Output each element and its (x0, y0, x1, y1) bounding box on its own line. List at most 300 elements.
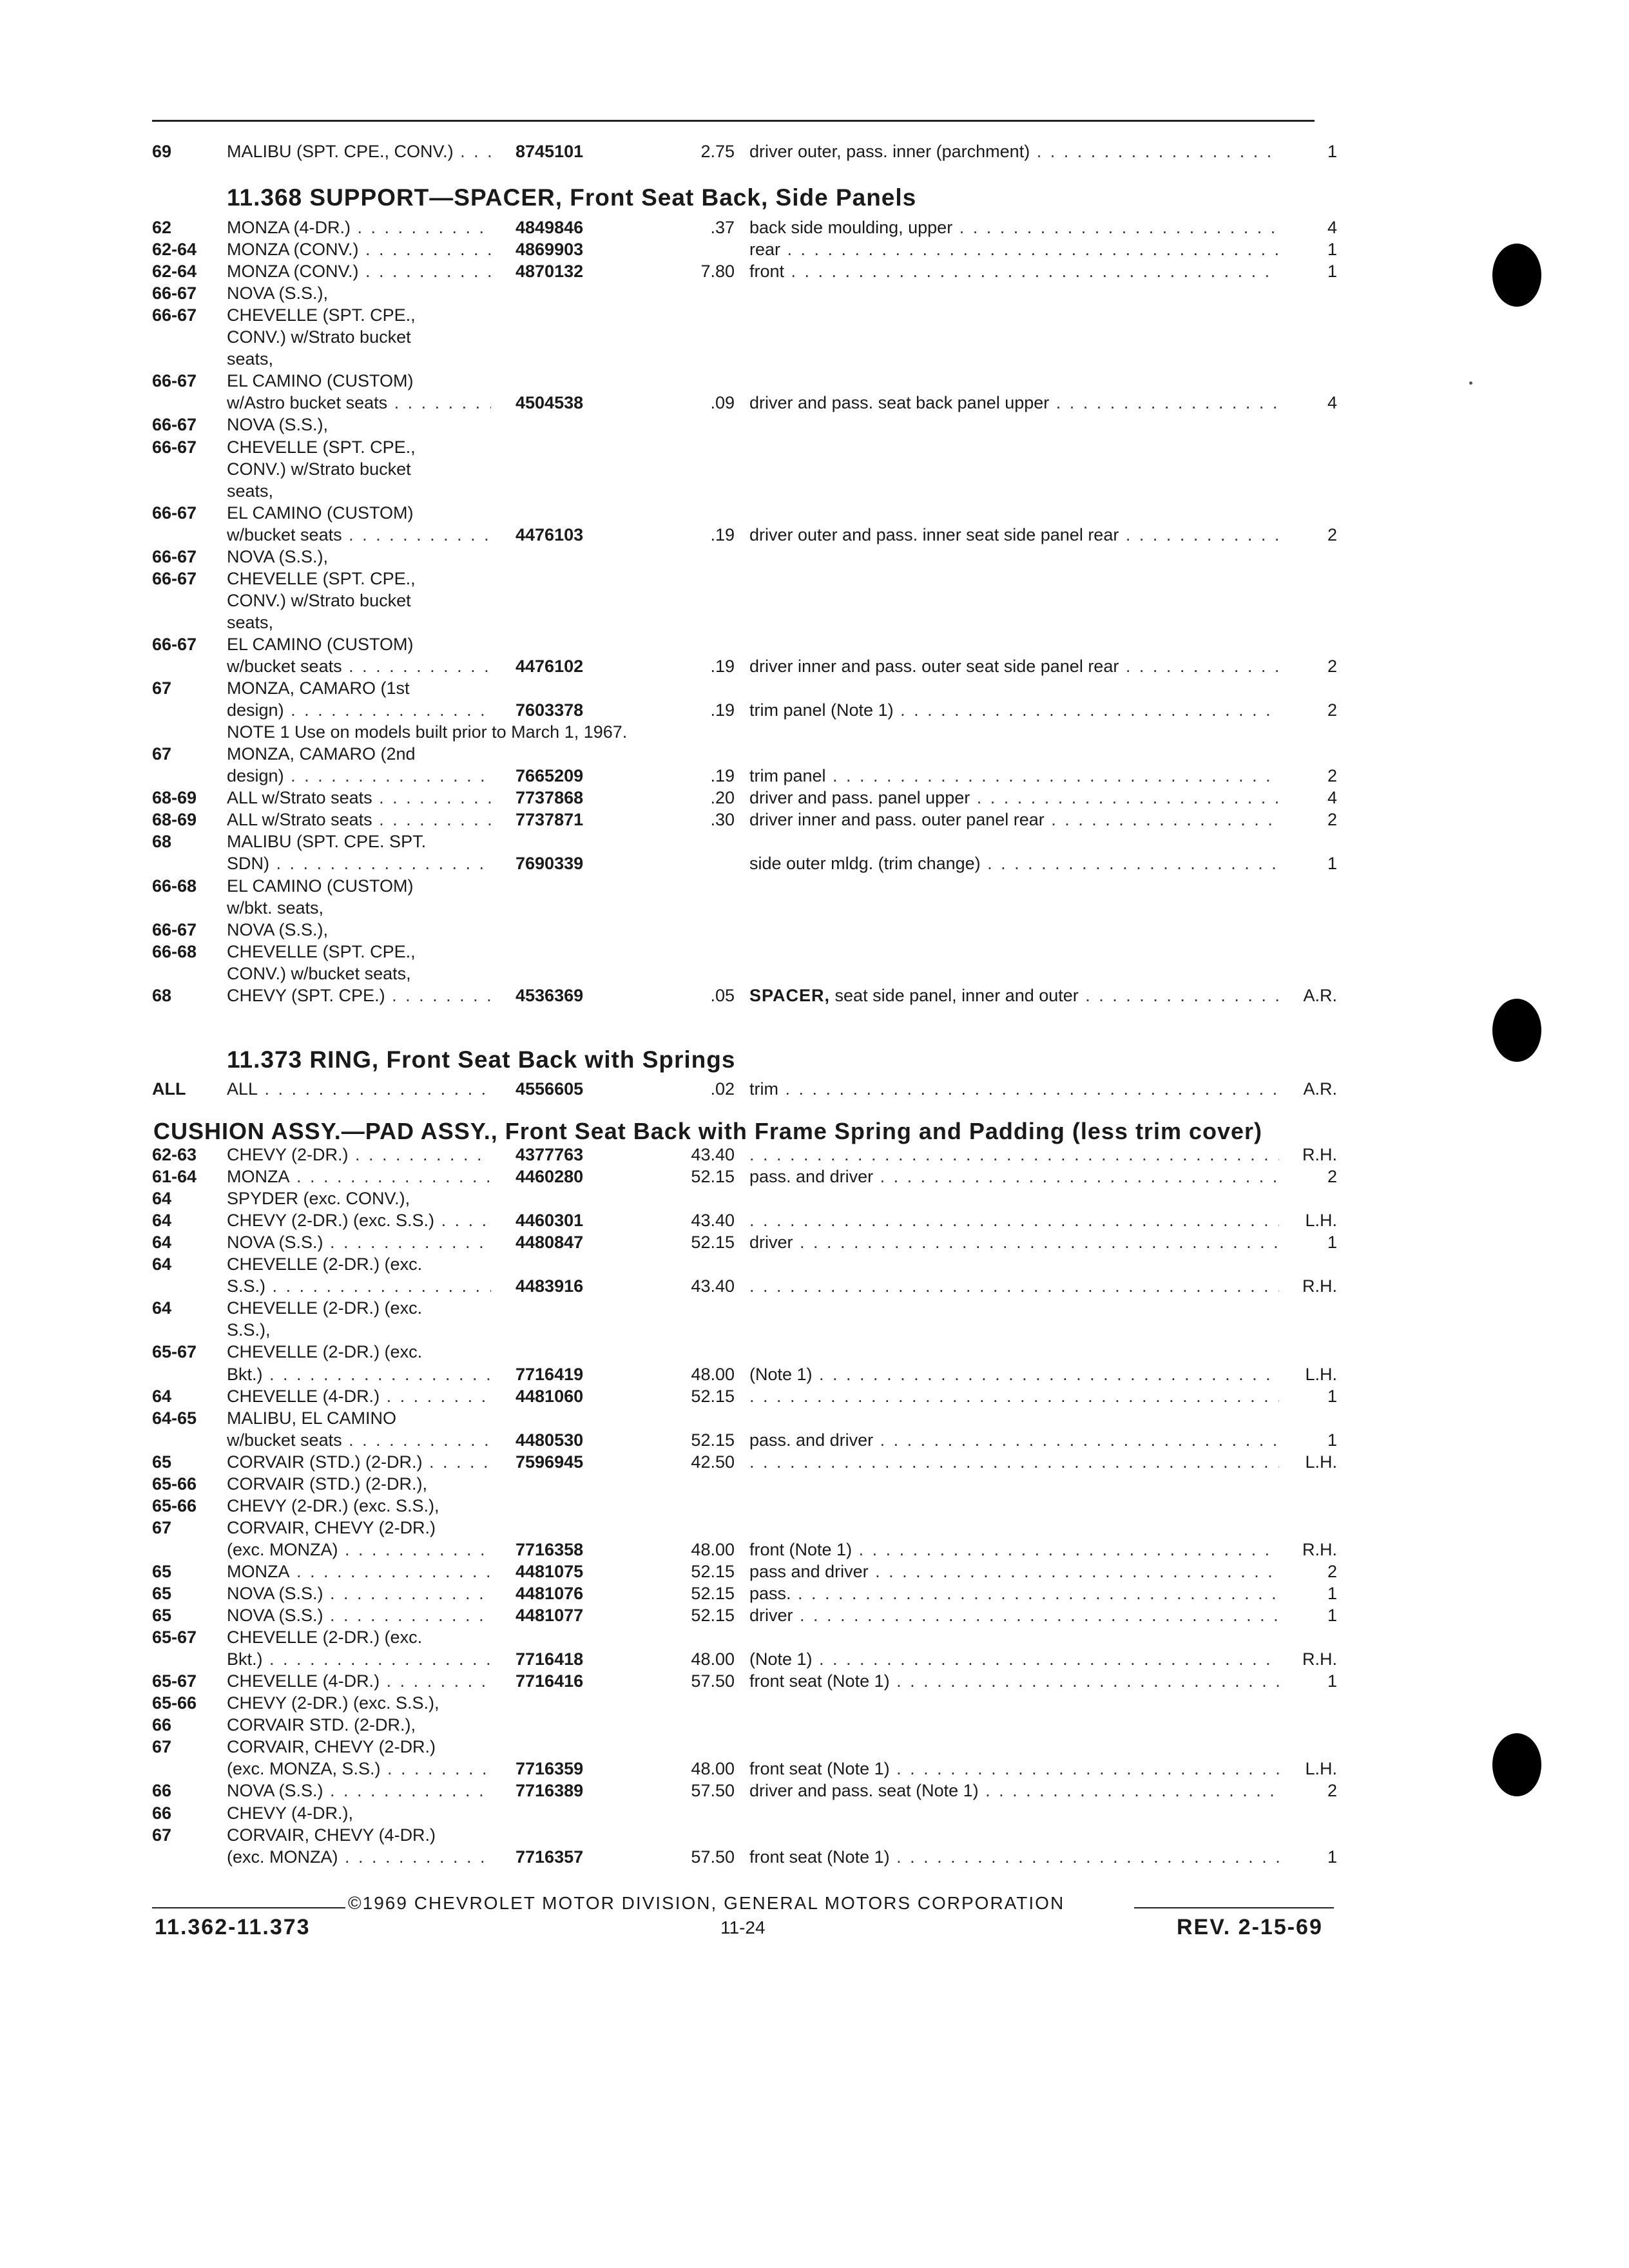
price-cell: 52.15 (691, 1584, 735, 1603)
year-cell: 65-66 (152, 1474, 197, 1494)
table-row (0, 568, 1629, 590)
binder-hole-middle (1492, 999, 1541, 1062)
part-number-cell: 4480530 (516, 1430, 584, 1450)
description-cell (749, 1648, 1279, 1670)
part-number-cell: 4869903 (516, 240, 584, 259)
model-cell: EL CAMINO (CUSTOM) (227, 876, 414, 896)
table-row (0, 1670, 1629, 1692)
model-cell: MALIBU, EL CAMINO (227, 1408, 397, 1428)
table-row (0, 524, 1629, 546)
quantity-cell: R.H. (1302, 1649, 1337, 1669)
year-cell: 67 (152, 678, 172, 698)
description-cell (749, 140, 1279, 162)
table-row (0, 1253, 1629, 1275)
model-cell: NOVA (S.S.), (227, 284, 329, 303)
quantity-cell: 2 (1327, 525, 1337, 544)
model-cell: CONV.) w/Strato bucket (227, 327, 411, 347)
table-row (0, 1780, 1629, 1802)
model-cell: CHEVELLE (4-DR.) . . . (227, 1385, 491, 1407)
price-cell: 57.50 (691, 1781, 735, 1800)
table-row (0, 852, 1629, 874)
model-cell: MONZA (CONV.) . . . (227, 260, 491, 282)
price-cell: 52.15 (691, 1606, 735, 1625)
model-cell: MONZA, CAMARO (2nd (227, 744, 416, 764)
model-cell: CHEVY (2-DR.) (exc. S.S.) . . . (227, 1209, 491, 1231)
description-text: driver outer, pass. inner (parchment) (749, 142, 1030, 161)
year-cell: 66-67 (152, 635, 197, 654)
model-cell: w/Astro bucket seats . . . (227, 392, 491, 414)
year-cell: 68 (152, 986, 172, 1005)
description-text: trim panel (749, 766, 826, 785)
model-cell: CORVAIR (STD.) (2-DR.), (227, 1474, 428, 1494)
table-row (0, 1385, 1629, 1407)
part-number-cell: 7690339 (516, 854, 584, 873)
quantity-cell: 2 (1327, 766, 1337, 785)
quantity-cell: 2 (1327, 657, 1337, 676)
table-row (0, 1407, 1629, 1429)
table-row (0, 1604, 1629, 1626)
description-cell (749, 524, 1279, 546)
model-cell: EL CAMINO (CUSTOM) (227, 503, 414, 523)
description-text: front seat (Note 1) (749, 1671, 890, 1691)
part-number-cell: 4483916 (516, 1276, 584, 1296)
model-cell: NOVA (S.S.) . . . (227, 1780, 491, 1802)
table-row (0, 480, 1629, 502)
price-cell: .19 (710, 657, 735, 676)
part-number-cell: 7716389 (516, 1781, 584, 1800)
year-cell: 65 (152, 1584, 172, 1603)
part-number-cell: 7716357 (516, 1847, 584, 1867)
part-number-cell: 7737868 (516, 788, 584, 807)
table-row (0, 1824, 1629, 1846)
model-cell: SPYDER (exc. CONV.), (227, 1189, 410, 1208)
note-row (0, 721, 1629, 743)
table-row (0, 140, 1629, 162)
year-cell: 68-69 (152, 788, 197, 807)
year-cell: 62 (152, 218, 172, 237)
description-cell (749, 1582, 1279, 1604)
description-cell (749, 1561, 1279, 1582)
model-cell: (exc. MONZA) . . . (227, 1846, 491, 1868)
part-number-cell: 4849846 (516, 218, 584, 237)
description-cell (749, 216, 1279, 238)
table-row (0, 655, 1629, 677)
part-number-cell: 4504538 (516, 393, 584, 412)
year-cell: 66-68 (152, 942, 197, 961)
description-text: front seat (Note 1) (749, 1847, 890, 1867)
description-cell (749, 1275, 1279, 1297)
description-cell (749, 260, 1279, 282)
model-cell: MALIBU (SPT. CPE., CONV.) . . . (227, 140, 491, 162)
part-number-cell: 7737871 (516, 810, 584, 829)
table-row (0, 1626, 1629, 1648)
description-text: trim (749, 1079, 778, 1099)
table-row (0, 1187, 1629, 1209)
model-cell: CHEVELLE (2-DR.) (exc. (227, 1298, 423, 1318)
section-heading-support: 11.368 SUPPORT—SPACER, Front Seat Back, Side Panels (227, 184, 917, 211)
copyright-notice: ©1969 CHEVROLET MOTOR DIVISION, GENERAL MOTORS CORPORATION (348, 1893, 1065, 1913)
description-cell (749, 765, 1279, 787)
description-cell (749, 1231, 1279, 1253)
year-cell: 65-67 (152, 1628, 197, 1647)
model-cell: design) . . . (227, 699, 491, 721)
year-cell: 61-64 (152, 1167, 197, 1186)
description-text: front (Note 1) (749, 1540, 853, 1559)
quantity-cell: L.H. (1305, 1452, 1337, 1472)
section-heading-cushion: CUSHION ASSY.—PAD ASSY., Front Seat Back with Frame Spring and Padding (less trim cover) (153, 1118, 1263, 1144)
price-cell: 48.00 (691, 1365, 735, 1384)
part-number-cell: 4476103 (516, 525, 584, 544)
part-number-cell: 4476102 (516, 657, 584, 676)
description-cell (749, 1209, 1279, 1231)
model-cell: S.S.), (227, 1320, 271, 1340)
description-text: driver and pass. seat back panel upper (749, 393, 1050, 412)
model-cell: (exc. MONZA, S.S.) . . . (227, 1758, 491, 1780)
description-text: (Note 1) (749, 1649, 813, 1669)
quantity-cell: R.H. (1302, 1276, 1337, 1296)
description-cell (749, 392, 1279, 414)
quantity-cell: 1 (1327, 1387, 1337, 1406)
description-text: side outer mldg. (trim change) (749, 854, 981, 873)
quantity-cell: 2 (1327, 1562, 1337, 1581)
price-cell: .19 (710, 525, 735, 544)
quantity-cell: 1 (1327, 1671, 1337, 1691)
description-cell (749, 1078, 1279, 1100)
year-cell: 65 (152, 1562, 172, 1581)
table-row (0, 831, 1629, 852)
description-text: driver inner and pass. outer panel rear (749, 810, 1045, 829)
model-cell: CORVAIR (STD.) (2-DR.) . . . (227, 1451, 491, 1473)
model-cell: ALL w/Strato seats . . . (227, 787, 491, 809)
part-number-cell: 4480847 (516, 1233, 584, 1252)
model-cell: CHEVELLE (SPT. CPE., (227, 305, 416, 325)
description-cell (749, 699, 1279, 721)
year-cell: 62-64 (152, 262, 197, 281)
year-cell: 65-66 (152, 1693, 197, 1713)
quantity-cell: 1 (1327, 142, 1337, 161)
price-cell: .19 (710, 700, 735, 720)
price-cell: 43.40 (691, 1145, 735, 1164)
year-cell: 66-67 (152, 547, 197, 566)
quantity-cell: L.H. (1305, 1211, 1337, 1230)
table-row (0, 941, 1629, 963)
year-cell: 67 (152, 1737, 172, 1756)
description-cell (749, 1363, 1279, 1385)
model-cell: CHEVELLE (4-DR.) . . . (227, 1670, 491, 1692)
description-cell (749, 1166, 1279, 1187)
table-row (0, 1758, 1629, 1780)
table-row (0, 1078, 1629, 1100)
description-text: driver (749, 1606, 793, 1625)
year-cell: 66-67 (152, 437, 197, 457)
model-cell: seats, (227, 349, 274, 369)
table-row (0, 1561, 1629, 1582)
note-text: NOTE 1 Use on models built prior to March 1, 1967. (227, 722, 628, 742)
description-text: driver (749, 1233, 793, 1252)
description-text: seat side panel, inner and outer (830, 986, 1079, 1005)
description-text: pass. and driver (749, 1430, 874, 1450)
price-cell: .37 (710, 218, 735, 237)
quantity-cell: 2 (1327, 1781, 1337, 1800)
year-cell: 66-67 (152, 920, 197, 939)
price-cell: .02 (710, 1079, 735, 1099)
description-text: back side moulding, upper (749, 218, 953, 237)
model-cell: MONZA, CAMARO (1st (227, 678, 410, 698)
price-cell: 43.40 (691, 1276, 735, 1296)
part-number-cell: 7716418 (516, 1649, 584, 1669)
model-cell: w/bucket seats . . . (227, 655, 491, 677)
model-cell: ALL . . . (227, 1078, 491, 1100)
table-row (0, 414, 1629, 436)
description-cell (749, 1780, 1279, 1802)
description-cell (749, 1758, 1279, 1780)
quantity-cell: 1 (1327, 1233, 1337, 1252)
table-row (0, 1736, 1629, 1758)
year-cell: 69 (152, 142, 172, 161)
model-cell: CONV.) w/Strato bucket (227, 459, 411, 479)
model-cell: seats, (227, 613, 274, 632)
year-cell: 64-65 (152, 1408, 197, 1428)
description-cell (749, 655, 1279, 677)
quantity-cell: 2 (1327, 700, 1337, 720)
table-row (0, 765, 1629, 787)
year-cell: 67 (152, 744, 172, 764)
description-cell (749, 787, 1279, 809)
part-number-cell: 4460280 (516, 1167, 584, 1186)
year-cell: 64 (152, 1254, 172, 1274)
part-number-cell: 7716419 (516, 1365, 584, 1384)
footer-rule-left (152, 1907, 345, 1908)
table-row (0, 502, 1629, 524)
model-cell: CHEVY (2-DR.) . . . (227, 1144, 491, 1166)
description-text: driver inner and pass. outer seat side panel rear (749, 657, 1119, 676)
table-row (0, 1363, 1629, 1385)
description-text: pass. and driver (749, 1167, 874, 1186)
model-cell: S.S.) . . . (227, 1275, 491, 1297)
price-cell: 48.00 (691, 1759, 735, 1778)
year-cell: 64 (152, 1189, 172, 1208)
quantity-cell: 1 (1327, 1430, 1337, 1450)
description-text: driver and pass. panel upper (749, 788, 970, 807)
model-cell: CHEVELLE (2-DR.) (exc. (227, 1628, 423, 1647)
quantity-cell: 2 (1327, 1167, 1337, 1186)
price-cell: 52.15 (691, 1562, 735, 1581)
quantity-cell: 4 (1327, 393, 1337, 412)
quantity-cell: R.H. (1302, 1145, 1337, 1164)
model-cell: EL CAMINO (CUSTOM) (227, 635, 414, 654)
part-number-cell: 7716358 (516, 1540, 584, 1559)
price-cell: 2.75 (700, 142, 735, 161)
table-row (0, 216, 1629, 238)
quantity-cell: L.H. (1305, 1759, 1337, 1778)
model-cell: MONZA (CONV.) . . . (227, 238, 491, 260)
table-row (0, 370, 1629, 392)
price-cell: 57.50 (691, 1847, 735, 1867)
year-cell: 68 (152, 832, 172, 851)
quantity-cell: 4 (1327, 788, 1337, 807)
table-row (0, 743, 1629, 765)
table-row (0, 897, 1629, 919)
table-row (0, 1144, 1629, 1166)
year-cell: 66-67 (152, 569, 197, 588)
model-cell: w/bkt. seats, (227, 898, 324, 918)
price-cell: 57.50 (691, 1671, 735, 1691)
table-row (0, 260, 1629, 282)
table-row (0, 1495, 1629, 1517)
year-cell: 64 (152, 1298, 172, 1318)
binder-hole-top (1492, 244, 1541, 307)
model-cell: NOVA (S.S.), (227, 547, 329, 566)
model-cell: CORVAIR, CHEVY (4-DR.) (227, 1825, 436, 1845)
model-cell: CHEVELLE (SPT. CPE., (227, 569, 416, 588)
model-cell: seats, (227, 481, 274, 501)
table-row (0, 1648, 1629, 1670)
part-number-cell: 8745101 (516, 142, 584, 161)
quantity-cell: 4 (1327, 218, 1337, 237)
description-text: trim panel (Note 1) (749, 700, 894, 720)
description-cell (749, 1451, 1279, 1473)
description-text: (Note 1) (749, 1365, 813, 1384)
table-row (0, 1341, 1629, 1363)
section-range: 11.362-11.373 (155, 1915, 311, 1939)
table-row (0, 875, 1629, 897)
price-cell: .09 (710, 393, 735, 412)
part-number-cell: 4460301 (516, 1211, 584, 1230)
description-cell (749, 1846, 1279, 1868)
year-cell: 65-67 (152, 1342, 197, 1361)
model-cell: CORVAIR, CHEVY (2-DR.) (227, 1518, 436, 1537)
part-number-cell: 7603378 (516, 700, 584, 720)
description-keyword: SPACER, (749, 986, 831, 1005)
table-row (0, 677, 1629, 699)
table-row (0, 985, 1629, 1006)
table-row (0, 1473, 1629, 1495)
table-row (0, 590, 1629, 611)
quantity-cell: R.H. (1302, 1540, 1337, 1559)
model-cell: MALIBU (SPT. CPE. SPT. (227, 832, 427, 851)
description-text: rear (749, 240, 781, 259)
price-cell: .19 (710, 766, 735, 785)
model-cell: CHEVY (4-DR.), (227, 1803, 354, 1823)
part-number-cell: 4536369 (516, 986, 584, 1005)
year-cell: 62-64 (152, 240, 197, 259)
model-cell: SDN) . . . (227, 852, 491, 874)
quantity-cell: L.H. (1305, 1365, 1337, 1384)
model-cell: CHEVELLE (2-DR.) (exc. (227, 1342, 423, 1361)
description-cell (749, 985, 1279, 1006)
description-cell (749, 238, 1279, 260)
price-cell: 43.40 (691, 1211, 735, 1230)
year-cell: 65-66 (152, 1496, 197, 1515)
table-row (0, 1539, 1629, 1561)
part-number-cell: 4556605 (516, 1079, 584, 1099)
quantity-cell: 1 (1327, 1847, 1337, 1867)
table-row (0, 963, 1629, 985)
table-row (0, 1231, 1629, 1253)
table-row (0, 1517, 1629, 1539)
model-cell: CHEVELLE (SPT. CPE., (227, 942, 416, 961)
part-number-cell: 4481060 (516, 1387, 584, 1406)
price-cell: 52.15 (691, 1167, 735, 1186)
quantity-cell: 1 (1327, 1584, 1337, 1603)
description-cell (749, 1429, 1279, 1451)
price-cell: 7.80 (700, 262, 735, 281)
table-row (0, 787, 1629, 809)
quantity-cell: A.R. (1303, 1079, 1337, 1099)
description-cell (749, 1604, 1279, 1626)
table-row (0, 304, 1629, 326)
model-cell: CHEVY (2-DR.) (exc. S.S.), (227, 1496, 439, 1515)
model-cell: CHEVY (SPT. CPE.) . . . (227, 985, 491, 1006)
table-row (0, 633, 1629, 655)
model-cell: CHEVY (2-DR.) (exc. S.S.), (227, 1693, 439, 1713)
model-cell: w/bucket seats . . . (227, 1429, 491, 1451)
table-row (0, 611, 1629, 633)
table-row (0, 809, 1629, 831)
table-row (0, 1846, 1629, 1868)
part-number-cell: 4481076 (516, 1584, 584, 1603)
model-cell: Bkt.) . . . (227, 1363, 491, 1385)
table-row (0, 1166, 1629, 1187)
year-cell: 64 (152, 1387, 172, 1406)
model-cell: NOVA (S.S.) . . . (227, 1604, 491, 1626)
price-cell: 48.00 (691, 1649, 735, 1669)
year-cell: 66 (152, 1803, 172, 1823)
quantity-cell: 1 (1327, 240, 1337, 259)
price-cell: 48.00 (691, 1540, 735, 1559)
table-row (0, 282, 1629, 304)
table-row (0, 919, 1629, 941)
part-number-cell: 7665209 (516, 766, 584, 785)
table-row (0, 1692, 1629, 1714)
description-text: pass. (749, 1584, 791, 1603)
price-cell: 52.15 (691, 1387, 735, 1406)
table-row (0, 1319, 1629, 1341)
year-cell: 64 (152, 1211, 172, 1230)
table-row (0, 458, 1629, 480)
year-cell: 66-67 (152, 284, 197, 303)
price-cell: 52.15 (691, 1430, 735, 1450)
description-text: driver outer and pass. inner seat side panel rear (749, 525, 1119, 544)
table-row (0, 1209, 1629, 1231)
revision-date: REV. 2-15-69 (1177, 1915, 1323, 1939)
part-number-cell: 4377763 (516, 1145, 584, 1164)
price-cell: .05 (710, 986, 735, 1005)
table-row (0, 1297, 1629, 1319)
part-number-cell: 7716416 (516, 1671, 584, 1691)
description-text: front seat (Note 1) (749, 1759, 890, 1778)
quantity-cell: A.R. (1303, 986, 1337, 1005)
year-cell: 67 (152, 1825, 172, 1845)
model-cell: Bkt.) . . . (227, 1648, 491, 1670)
year-cell: 62-63 (152, 1145, 197, 1164)
model-cell: CHEVELLE (2-DR.) (exc. (227, 1254, 423, 1274)
model-cell: w/bucket seats . . . (227, 524, 491, 546)
year-cell: 66 (152, 1715, 172, 1735)
table-row (0, 1275, 1629, 1297)
footer-rule-right (1134, 1907, 1334, 1908)
quantity-cell: 1 (1327, 854, 1337, 873)
table-row (0, 546, 1629, 568)
model-cell: MONZA . . . (227, 1561, 491, 1582)
table-row (0, 348, 1629, 370)
model-cell: CORVAIR, CHEVY (2-DR.) (227, 1737, 436, 1756)
model-cell: NOVA (S.S.) . . . (227, 1231, 491, 1253)
binder-hole-bottom (1492, 1733, 1541, 1796)
price-cell: .20 (710, 788, 735, 807)
section-heading-ring: 11.373 RING, Front Seat Back with Springs (227, 1046, 736, 1073)
table-row (0, 1429, 1629, 1451)
